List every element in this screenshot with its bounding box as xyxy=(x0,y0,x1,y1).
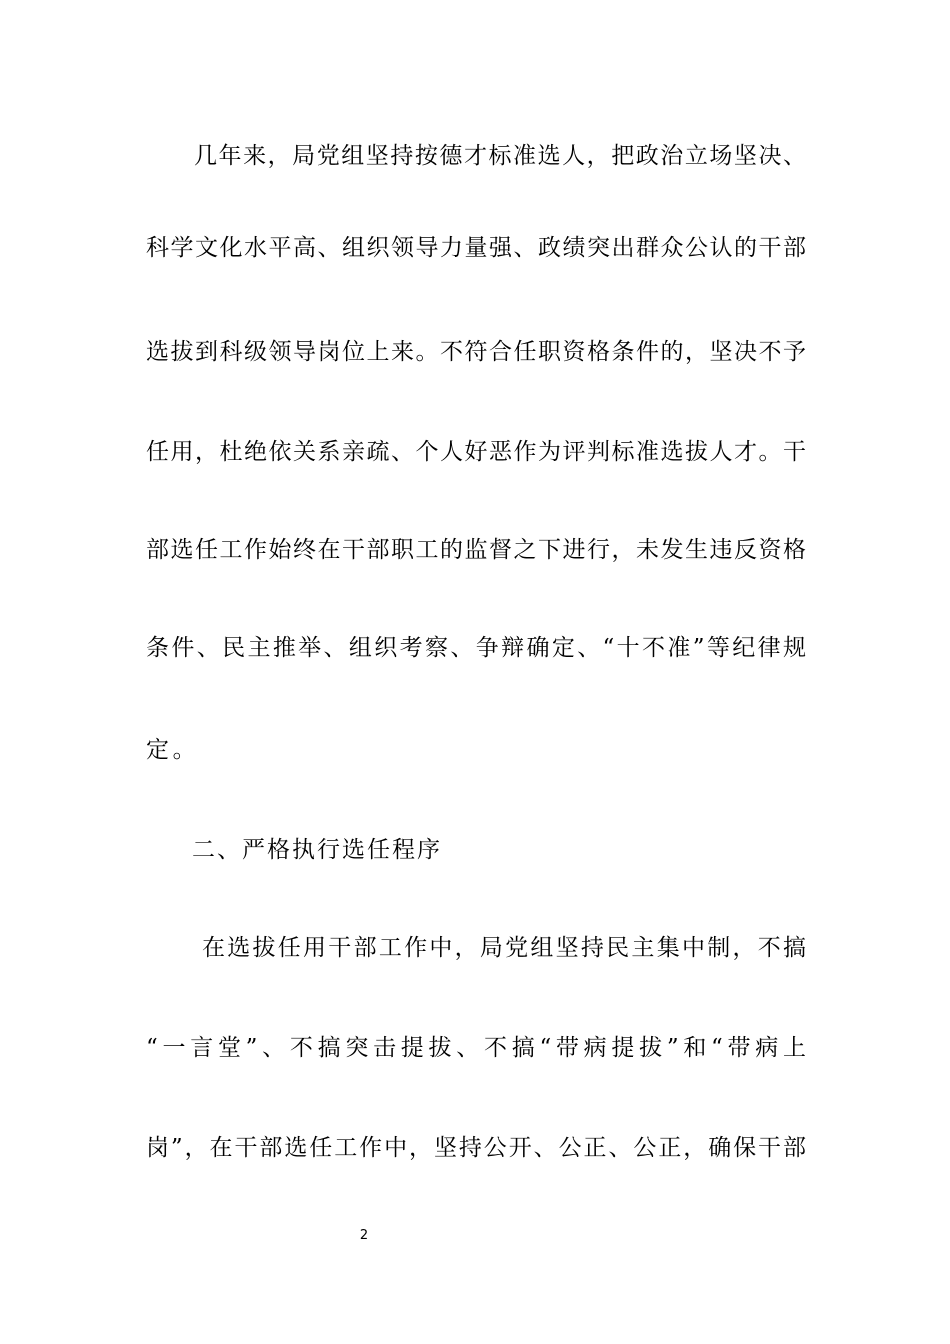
paragraph-1-line-5: 部选任工作始终在干部职工的监督之下进行，未发生违反资格 xyxy=(146,537,806,563)
paragraph-1-line-4: 任用，杜绝依关系亲疏、个人好恶作为评判标准选拔人才。干 xyxy=(146,439,806,465)
paragraph-1-line-7: 定。 xyxy=(146,737,200,763)
paragraph-1-line-6: 条件、民主推举、组织考察、争辩确定、“十不准”等纪律规 xyxy=(146,635,806,661)
paragraph-2-line-2: “一言堂”、不搞突击提拔、不搞“带病提拔”和“带病上 xyxy=(146,1035,806,1061)
paragraph-1-line-1: 几年来，局党组坚持按德才标准选人，把政治立场坚决、 xyxy=(194,143,806,169)
paragraph-1-line-3: 选拔到科级领导岗位上来。不符合任职资格条件的，坚决不予 xyxy=(146,339,806,365)
paragraph-2-line-1: 在选拔任用干部工作中，局党组坚持民主集中制，不搞 xyxy=(202,935,806,961)
section-heading: 二、严格执行选任程序 xyxy=(192,837,442,863)
page-number: 2 xyxy=(359,1228,369,1243)
paragraph-2-line-3: 岗”，在干部选任工作中，坚持公开、公正、公正，确保干部 xyxy=(146,1135,806,1161)
paragraph-1-line-2: 科学文化水平高、组织领导力量强、政绩突出群众公认的干部 xyxy=(146,235,806,261)
